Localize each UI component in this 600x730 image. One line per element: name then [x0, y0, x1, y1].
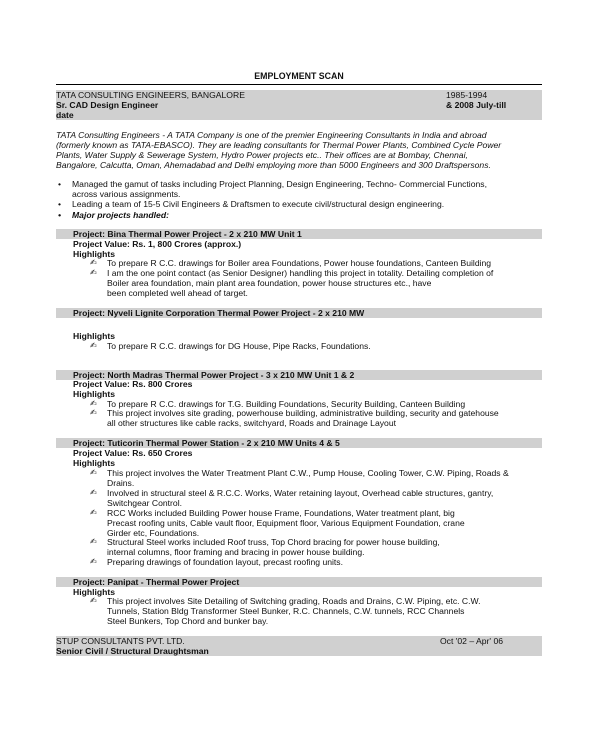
pencil-icon: ✍	[90, 341, 97, 350]
highlight-item	[90, 508, 544, 538]
project-title-bar: Project: North Madras Thermal Power Project - 3 x 210 MW Unit 1 & 2	[56, 370, 542, 380]
highlight-line: Drains.	[107, 478, 135, 488]
project-title-bar: Project: Bina Thermal Power Project - 2 x 210 MW Unit 1	[56, 229, 542, 239]
highlight-item	[90, 408, 544, 428]
job-role: Sr. CAD Design Engineer	[56, 100, 159, 110]
bullet-icon: •	[58, 179, 62, 189]
pencil-icon: ✍	[90, 508, 97, 517]
highlights-label: Highlights	[73, 331, 116, 341]
job-period: Oct '02 – Apr' 06	[440, 636, 503, 646]
highlights-label: Highlights	[73, 389, 116, 399]
highlight-line: RCC Works included Building Power house Frame, Foundations, Water treatment plant, big	[107, 508, 455, 518]
job-period: 1985-1994	[446, 90, 488, 100]
highlights-label: Highlights	[73, 458, 116, 468]
project-title-bar: Project: Tuticorin Thermal Power Station - 2 x 210 MW Units 4 & 5	[56, 438, 542, 448]
job-header-stup	[56, 636, 542, 656]
bullet-item	[58, 210, 540, 220]
highlight-line: I am the one point contact (as Senior Designer) handling this project in totality. Detailing completion of	[107, 268, 494, 278]
highlight-line: Boiler area foundation, main plant area foundation, power house structures etc., have	[107, 278, 432, 288]
highlight-item	[90, 557, 544, 567]
pencil-icon: ✍	[90, 596, 97, 605]
job-header-tata	[56, 90, 542, 120]
pencil-icon: ✍	[90, 488, 97, 497]
project-title-bar: Project: Panipat - Thermal Power Project	[56, 577, 542, 587]
highlight-line: Tunnels, Station Bldg Transformer Steel Bunker, R.C. Channels, C.W. tunnels, RCC Channels	[107, 606, 465, 616]
highlight-line: This project involves Site Detailing of Switching grading, Roads and Drains, C.W. Piping, etc. C.W.	[107, 596, 481, 606]
bullet-item	[58, 199, 540, 209]
project-value: Project Value: Rs. 650 Crores	[73, 448, 193, 458]
highlights-label: Highlights	[73, 249, 116, 259]
highlight-line: To prepare R C.C. drawings for T.G. Building Foundations, Security Building, Canteen Building	[107, 399, 466, 409]
highlight-item	[90, 468, 544, 488]
job-role: Senior Civil / Structural Draughtsman	[56, 646, 209, 656]
highlight-line: been completed well ahead of target.	[107, 288, 248, 298]
project-title-bar: Project: Nyveli Lignite Corporation Thermal Power Project - 2 x 210 MW	[56, 308, 542, 318]
job-date-label: date	[56, 110, 74, 120]
pencil-icon: ✍	[90, 399, 97, 408]
pencil-icon: ✍	[90, 268, 97, 277]
highlight-line: Precast roofing units, Cable vault floor, Equipment floor, Various Equipment Foundation, crane	[107, 518, 465, 528]
company-description	[56, 130, 542, 170]
project-value: Project Value: Rs. 800 Crores	[73, 379, 193, 389]
pencil-icon: ✍	[90, 408, 97, 417]
highlight-item	[90, 596, 544, 626]
highlights-label: Highlights	[73, 587, 116, 597]
highlight-line: Switchgear Control.	[107, 498, 182, 508]
highlight-line: Girder etc, Foundations.	[107, 528, 200, 538]
bullet-line: across various assignments.	[72, 189, 181, 199]
bullet-item	[58, 179, 540, 199]
highlight-line: This project involves the Water Treatment Plant C.W., Pump House, Cooling Tower, C.W. Piping, Roads &	[107, 468, 509, 478]
intro-line: Bangalore, Calcutta, Oman, Ahemadabad and Delhi employing more than 5000 Engineers and 300 Draftspersons.	[56, 160, 491, 170]
highlight-line: all other structures like cable racks, switchyard, Roads and Drainage Layout	[107, 418, 396, 428]
highlight-item	[90, 258, 544, 268]
project-value: Project Value: Rs. 1, 800 Crores (approx.)	[73, 239, 242, 249]
highlight-item	[90, 537, 544, 557]
highlight-line: Structural Steel works included Roof truss, Top Chord bracing for power house building,	[107, 537, 440, 547]
company-name: TATA CONSULTING ENGINEERS, BANGALORE	[56, 90, 245, 100]
bullet-line: Major projects handled:	[72, 210, 169, 220]
pencil-icon: ✍	[90, 258, 97, 267]
highlight-line: internal columns, floor framing and bracing in power house building.	[107, 547, 365, 557]
highlight-line: To prepare R C.C. drawings for Boiler area Foundations, Power house foundations, Canteen Building	[107, 258, 492, 268]
highlight-line: To prepare R C.C. drawings for DG House, Pipe Racks, Foundations.	[107, 341, 371, 351]
highlight-item	[90, 268, 544, 298]
intro-line: Plants, Water Supply & Sewerage System, Hydro Power projects etc.. Their offices are at Bombay, Chennai,	[56, 150, 468, 160]
bullet-icon: •	[58, 210, 62, 220]
job-date-value: & 2008 July-till	[446, 100, 507, 110]
intro-line: TATA Consulting Engineers - A TATA Company is one of the premier Engineering Consultants in India and abroad	[56, 130, 487, 140]
company-name: STUP CONSULTANTS PVT. LTD.	[56, 636, 185, 646]
highlight-line: This project involves site grading, powerhouse building, administrative building, security and gatehouse	[107, 408, 499, 418]
bullet-icon: •	[58, 199, 62, 209]
highlight-item	[90, 341, 544, 351]
pencil-icon: ✍	[90, 468, 97, 477]
pencil-icon: ✍	[90, 537, 97, 546]
highlight-line: Involved in structural steel & R.C.C. Works, Water retaining layout, Overhead cable structures, gantry,	[107, 488, 494, 498]
bullet-line: Managed the gamut of tasks including Project Planning, Design Engineering, Techno- Commercial Functions,	[72, 179, 487, 189]
bullet-line: Leading a team of 15-5 Civil Engineers & Draftsmen to execute civil/structural design engineering.	[72, 199, 445, 209]
pencil-icon: ✍	[90, 557, 97, 566]
section-title: EMPLOYMENT SCAN	[56, 71, 542, 85]
highlight-line: Steel Bunkers, Top Chord and bunker bay.	[107, 616, 269, 626]
highlight-item	[90, 488, 544, 508]
highlight-line: Preparing drawings of foundation layout, precast roofing units.	[107, 557, 343, 567]
intro-line: (formerly known as TATA-EBASCO). They are leading consultants for Thermal Power Plants, Combined Cycle Power	[56, 140, 502, 150]
